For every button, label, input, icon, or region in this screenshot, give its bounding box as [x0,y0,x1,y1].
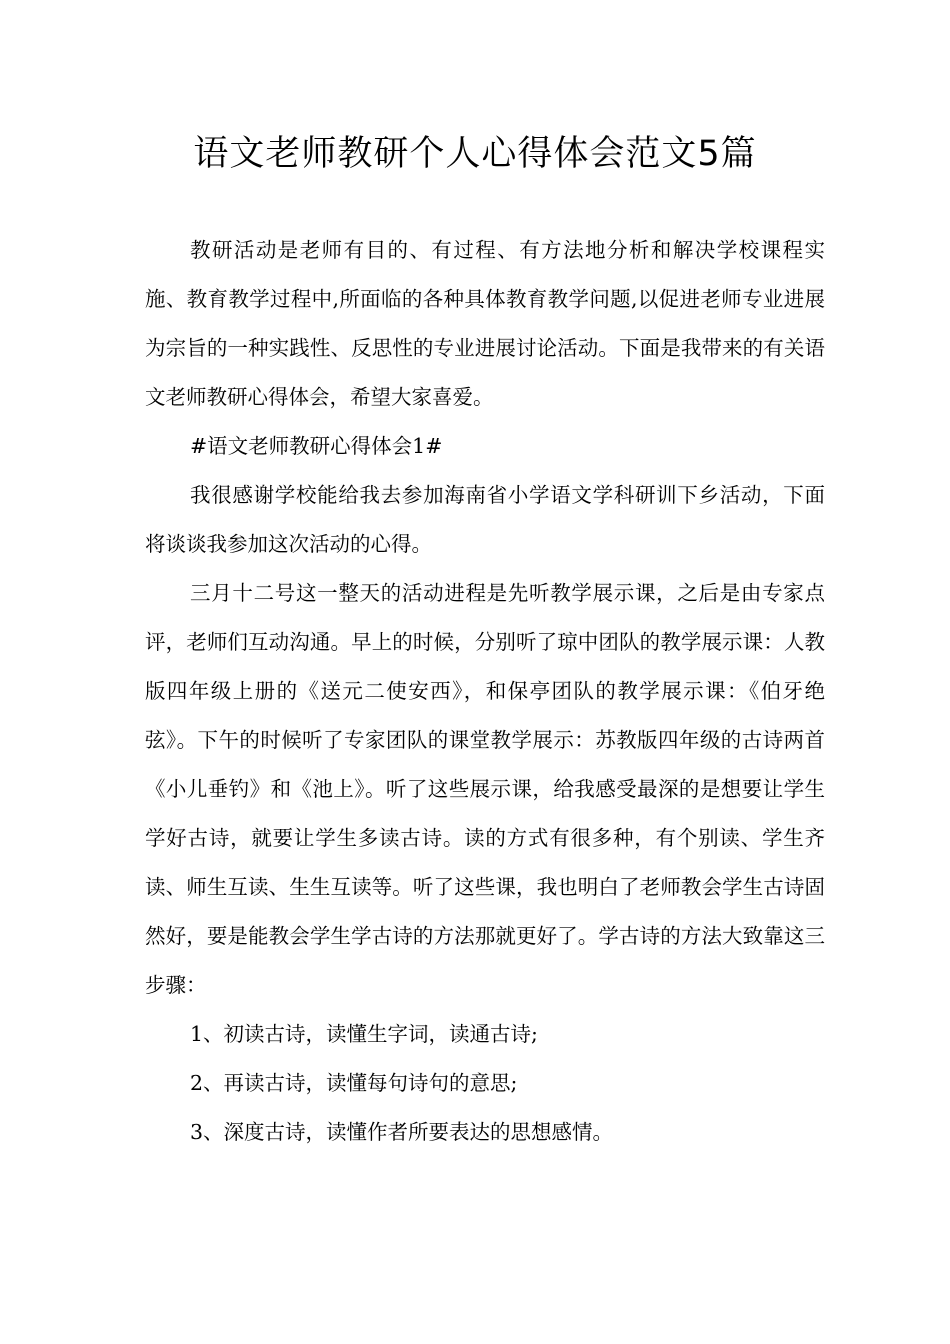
body-paragraph: 我很感谢学校能给我去参加海南省小学语文学科研训下乡活动，下面将谈谈我参加这次活动的心得。 [145,483,825,556]
step-item: 2、再读古诗，读懂每句诗句的意思; [190,1071,518,1095]
document-title: 语文老师教研个人心得体会范文5篇 [193,134,757,174]
body-paragraph: 三月十二号这一整天的活动进程是先听教学展示课，之后是由专家点评，老师们互动沟通。早上的时候，分别听了琼中团队的教学展示课：人教版四年级上册的《送元二使安西》，和保亭团队的教学展示课：《伯牙绝弦》。下午的时候听了专家团队的课堂教学展示：苏教版四年级的古诗两首《小儿垂钓》和《池上》。听了这些展示课，给我感受最深的是想要让学生学好古诗，就要让学生多读古诗。读的方式有很多种，有个别读、学生齐读、师生互读、生生互读等。听了这些课，我也明白了老师教会学生古诗固然好，要是能教会学生学古诗的方法那就更好了。学古诗的方法大致靠这三步骤： [145,581,825,997]
intro-paragraph: 教研活动是老师有目的、有过程、有方法地分析和解决学校课程实施、教育教学过程中,所面临的各种具体教育教学问题,以促进老师专业进展为宗旨的一种实践性、反思性的专业进展讨论活动。下面是我带来的有关语文老师教研心得体会，希望大家喜爱。 [145,238,825,409]
step-item: 1、初读古诗，读懂生字词，读通古诗; [190,1022,538,1046]
document-body [145,226,825,1157]
step-item: 3、深度古诗，读懂作者所要表达的思想感情。 [190,1120,614,1144]
section-heading: #语文老师教研心得体会1# [190,434,443,458]
